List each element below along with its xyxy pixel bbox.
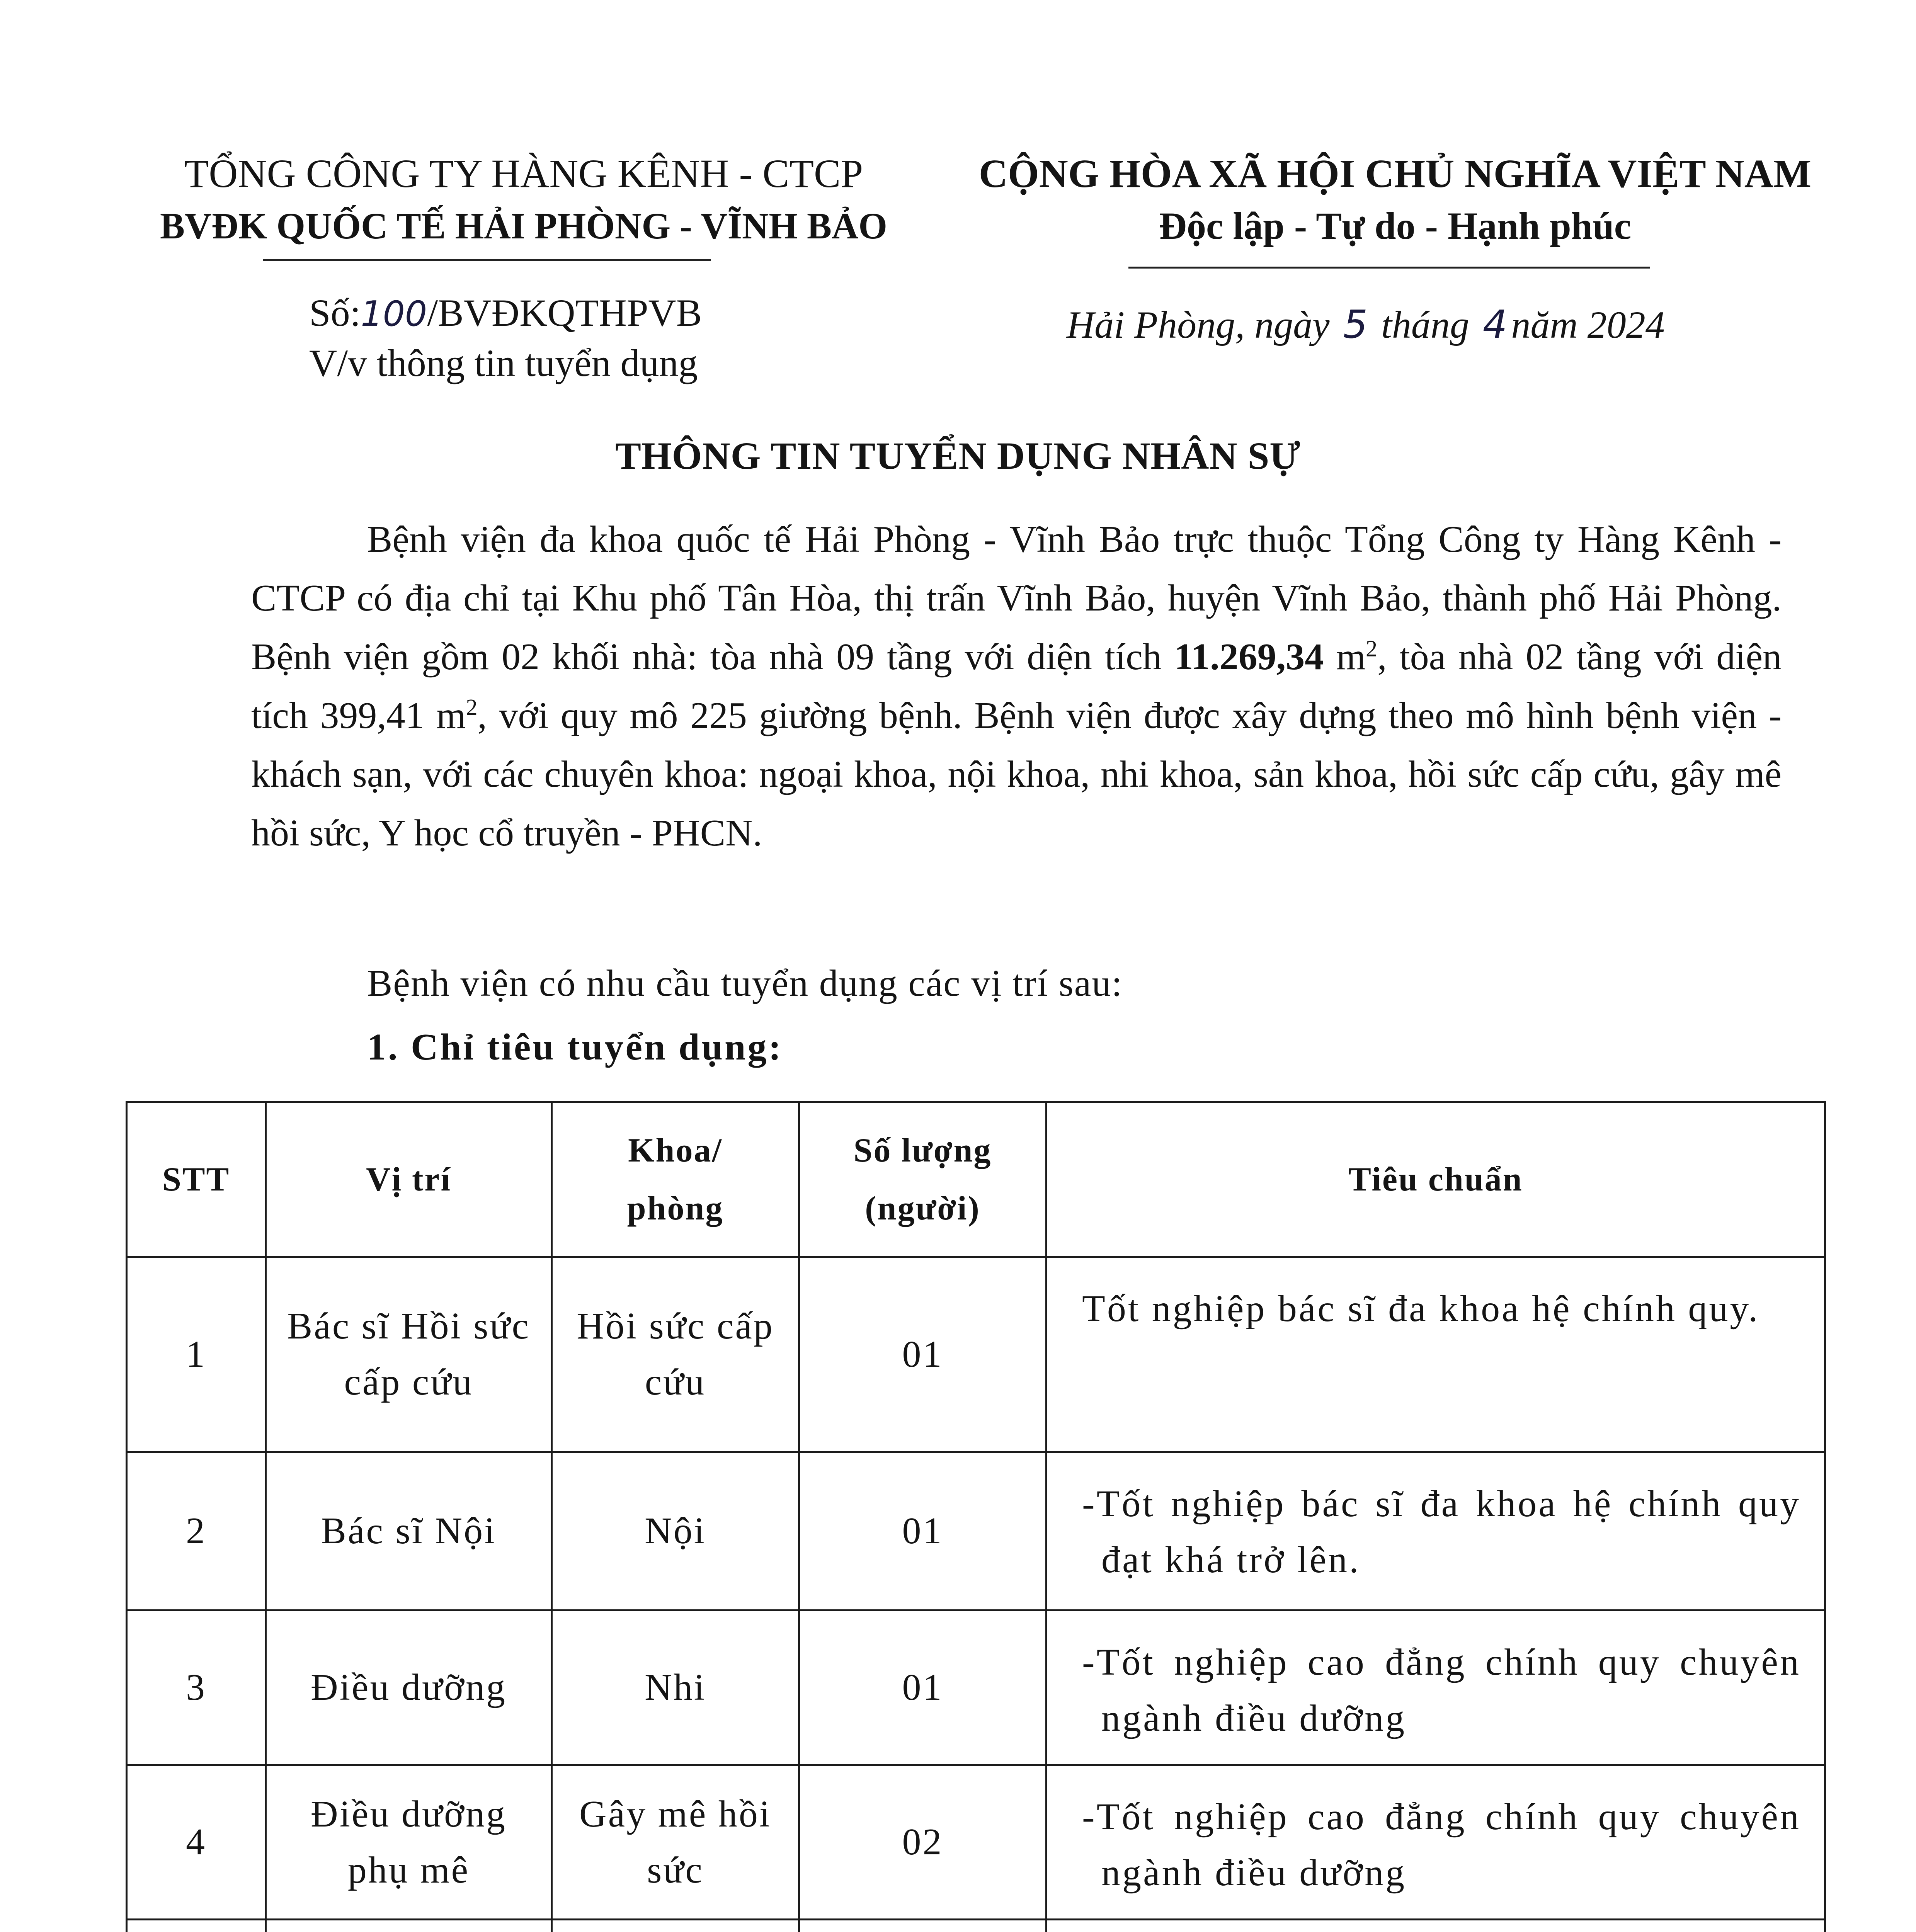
header-quantity-line1: Số lượng bbox=[853, 1131, 992, 1169]
motto-underline bbox=[1128, 267, 1650, 269]
row-position: Bác sĩ Hồi sức cấp cứu bbox=[266, 1257, 552, 1452]
document-number bbox=[309, 286, 702, 341]
row-quantity: 02 bbox=[799, 1765, 1046, 1920]
header-quantity-line2: (người) bbox=[865, 1189, 980, 1227]
criteria-line: -Tốt nghiệp cao đẳng chính quy chuyên ngành điều dưỡng bbox=[1082, 1796, 1801, 1894]
row-criteria bbox=[1046, 1765, 1825, 1920]
row-department: Nhi bbox=[552, 1611, 799, 1765]
issuer-block bbox=[108, 147, 939, 251]
header-department-line2: phòng bbox=[627, 1189, 724, 1227]
row-position: Điều dưỡng phụ mê bbox=[266, 1765, 552, 1920]
header-department bbox=[552, 1102, 799, 1257]
row-department bbox=[552, 1920, 799, 1932]
table-row bbox=[127, 1765, 1825, 1920]
row-stt: 1 bbox=[127, 1257, 266, 1452]
table-row bbox=[127, 1611, 1825, 1765]
document-title: THÔNG TIN TUYỂN DỤNG NHÂN SỰ bbox=[615, 434, 1301, 477]
row-criteria bbox=[1046, 1611, 1825, 1765]
intro-text-1: Bệnh viện đa khoa quốc tế Hải Phòng - Vĩnh Bảo trực thuộc Tổng Công ty Hàng Kênh - CTCP có địa chỉ tại Khu phố Tân Hòa, thị trấn Vĩnh Bảo, huyện Vĩnh Bảo, thành phố Hải Phòng. Bệnh viện gồm 02 khối nhà: tòa nhà 09 tầng với diện tích bbox=[251, 519, 1782, 678]
national-motto-block bbox=[939, 147, 1851, 251]
table-row bbox=[127, 1452, 1825, 1611]
doc-number-handwritten: 100 bbox=[361, 294, 427, 334]
hospital-name: BVĐK QUỐC TẾ HẢI PHÒNG - VĨNH BẢO bbox=[160, 205, 887, 247]
date-day: 5 bbox=[1343, 302, 1368, 347]
table-header-row bbox=[127, 1102, 1825, 1257]
criteria-line: Tốt nghiệp bác sĩ đa khoa hệ chính quy. bbox=[1082, 1288, 1760, 1330]
row-position bbox=[266, 1920, 552, 1932]
national-title: CỘNG HÒA XÃ HỘI CHỦ NGHĨA VIỆT NAM bbox=[978, 151, 1812, 196]
parent-organization: TỔNG CÔNG TY HÀNG KÊNH - CTCP bbox=[184, 151, 863, 196]
section-1-title: 1. Chỉ tiêu tuyển dụng: bbox=[367, 1026, 783, 1068]
recruitment-table bbox=[126, 1101, 1826, 1932]
table-row bbox=[127, 1920, 1825, 1932]
row-position: Bác sĩ Nội bbox=[266, 1452, 552, 1611]
row-department: Gây mê hồi sức bbox=[552, 1765, 799, 1920]
row-criteria bbox=[1046, 1920, 1825, 1932]
row-department: Hồi sức cấp cứu bbox=[552, 1257, 799, 1452]
issue-date bbox=[1067, 298, 1665, 352]
row-position: Điều dưỡng bbox=[266, 1611, 552, 1765]
date-year: năm 2024 bbox=[1511, 303, 1665, 346]
table-row bbox=[127, 1257, 1825, 1452]
row-stt: 4 bbox=[127, 1765, 266, 1920]
date-month: 4 bbox=[1482, 302, 1508, 347]
header-criteria: Tiêu chuẩn bbox=[1046, 1102, 1825, 1257]
date-month-label: tháng bbox=[1381, 303, 1469, 346]
doc-number-prefix: Số: bbox=[309, 291, 361, 334]
row-criteria bbox=[1046, 1257, 1825, 1452]
header-stt: STT bbox=[127, 1102, 266, 1257]
intro-text-3: , với quy mô 225 giường bệnh. Bệnh viện được xây dựng theo mô hình bệnh viện - khách sạn, với các chuyên khoa: ngoại khoa, nội khoa, nhi khoa, sản khoa, hồi sức cấp cứu, gây mê hồi sức, Y học cổ truyền - PHCN. bbox=[251, 695, 1782, 854]
doc-number-suffix: /BVĐKQTHPVB bbox=[427, 291, 702, 334]
national-motto: Độc lập - Tự do - Hạnh phúc bbox=[1159, 204, 1632, 247]
intro-superscript-1: 2 bbox=[1366, 636, 1378, 662]
row-stt: 2 bbox=[127, 1452, 266, 1611]
row-stt bbox=[127, 1920, 266, 1932]
criteria-line: -Tốt nghiệp cao đẳng chính quy chuyên ngành điều dưỡng bbox=[1082, 1641, 1801, 1739]
header-position: Vị trí bbox=[266, 1102, 552, 1257]
row-criteria bbox=[1046, 1452, 1825, 1611]
intro-unit: m bbox=[1324, 636, 1366, 678]
header-department-line1: Khoa/ bbox=[628, 1131, 723, 1169]
row-department: Nội bbox=[552, 1452, 799, 1611]
row-stt: 3 bbox=[127, 1611, 266, 1765]
recruitment-need: Bệnh viện có nhu cầu tuyển dụng các vị trí sau: bbox=[367, 963, 1123, 1004]
criteria-line: -Tốt nghiệp bác sĩ đa khoa hệ chính quy đạt khá trở lên. bbox=[1082, 1483, 1801, 1581]
intro-superscript-2: 2 bbox=[466, 694, 478, 720]
header-quantity bbox=[799, 1102, 1046, 1257]
row-quantity: 01 bbox=[799, 1257, 1046, 1452]
intro-paragraph bbox=[251, 510, 1782, 862]
intro-text-2: , tòa nhà 02 tầng với diện tích 399,41 m bbox=[251, 636, 1782, 736]
row-quantity bbox=[799, 1920, 1046, 1932]
date-place: Hải Phòng, ngày bbox=[1067, 303, 1330, 346]
row-quantity: 01 bbox=[799, 1452, 1046, 1611]
row-quantity: 01 bbox=[799, 1611, 1046, 1765]
document-subject: V/v thông tin tuyển dụng bbox=[309, 342, 698, 384]
issuer-underline bbox=[263, 259, 711, 261]
intro-area-main: 11.269,34 bbox=[1174, 636, 1324, 678]
